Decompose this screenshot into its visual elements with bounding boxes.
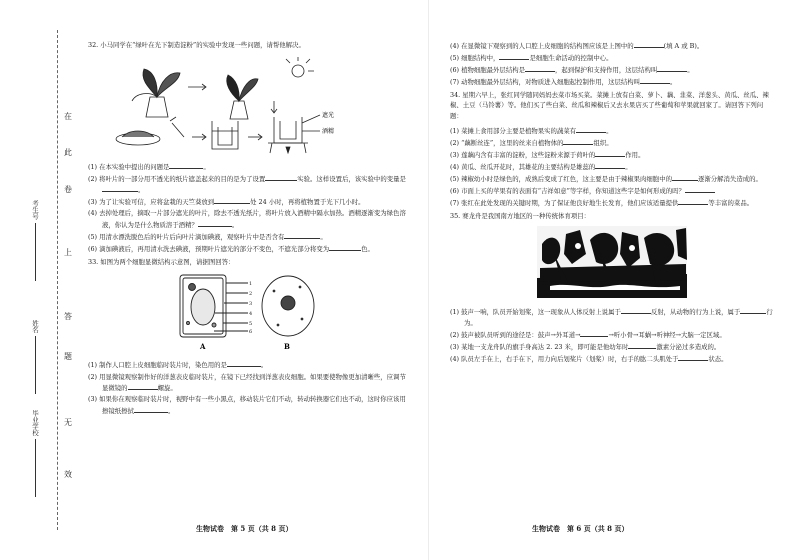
q34-item-3: (3) 莲藕内含有丰富的淀粉，这些淀粉来源于荷叶的 作用。 [450,150,645,159]
cell-a-label: A [200,342,206,352]
q32-item-1: (1) 在本实验中提出的问题是 。 [88,162,210,171]
seal-char: 上 [64,248,72,257]
cell-b-label: B [284,342,290,352]
q35-item-1: (1) 鼓声一响，队员开始划桨，这一现象从人体反射上说属于 反射，从动物的行为上说，属于 行为。 [450,308,773,327]
page-5-column [88,40,408,417]
answer-blank[interactable] [740,306,766,314]
q34-item-1: (1) 菜摊上食用部分主要是植物果实的蔬菜有 。 [450,126,613,135]
q33-item-6: (6) 植物细胞最外层结构是 ，起到保护和支持作用，这层结构叫 。 [450,66,694,75]
answer-blank[interactable] [169,161,203,169]
answer-blank[interactable] [128,382,158,390]
q34-item-4: (4) 黄瓜、丝瓜开花时，其雄花的主要结构是雄蕊的 。 [450,162,632,171]
answer-blank[interactable] [678,353,708,361]
page-divider [428,0,429,560]
dragon-boat-photo [450,224,775,300]
name-line [35,336,36,394]
q34-item-2: (2) “藕断丝连”，这里的丝来自植物体的 组织。 [450,138,613,147]
q33-item-1: (1) 制作人口腔上皮细胞临时装片时，染色用的是 。 [88,361,268,370]
callout-number: 6 [249,329,253,336]
answer-blank[interactable] [595,161,625,169]
cell-structure-figure [88,273,408,353]
page-6-footer: 生物试卷 第 6 页（共 8 页） [532,524,629,533]
examinee-number-label: 考生号 [31,200,39,220]
q32-item-2: (2) 将叶片的一部分用不透光的纸片遮盖起来的目的是为了设置 实验。这样设置后，该实验中的变量是。 [88,174,406,195]
answer-blank[interactable] [284,231,320,239]
q32-item-3: (3) 为了让实验可信，应将盆栽的天竺葵放到 处 24 小时，再将植物置于光下几小时。 [88,198,365,207]
answer-blank[interactable] [595,149,625,157]
answer-blank[interactable] [685,185,715,193]
name-label: 姓名 [31,320,39,333]
answer-blank[interactable] [214,196,250,204]
seal-char: 在 [64,112,72,121]
examinee-number-field[interactable] [24,200,40,281]
answer-blank[interactable] [265,173,297,181]
answer-blank[interactable] [102,184,138,192]
q33-item-3: (3) 如果你在观察临时装片时，视野中有一些小黑点，移动装片它们不动，转动转换器它们也不动，这时你应该用擦镜纸擦拭 。 [88,395,406,415]
starch-experiment-figure [88,57,408,155]
answer-blank[interactable] [576,125,606,133]
answer-blank[interactable] [678,197,708,205]
seal-char: 无 [64,418,72,427]
answer-blank[interactable] [525,64,555,72]
q35-item-4: (4) 队员左手在上，右手在下，用力向后划桨片（划桨）时，右手的肱二头肌处于 状态。 [450,355,728,364]
label-shading: 遮光 [322,111,335,119]
question-32-title: 32. 小马同学在“绿叶在光下制造淀粉”的实验中发现一些问题，请帮他解决。 [88,41,305,49]
school-line [35,439,36,497]
answer-blank[interactable] [227,359,261,367]
answer-blank[interactable] [198,219,232,227]
callout-number: 2 [249,291,253,298]
q35-item-3: (3) 某地一支龙舟队的旗手身高达 2. 23 米，即可能是他幼年时 激素分泌过多造成的。 [450,343,721,352]
q33-item-7: (7) 动物细胞最外层结构，对物质进入细胞起控制作用，这层结构叫 。 [450,78,677,87]
answer-blank[interactable] [672,173,698,181]
callout-number: 5 [249,321,253,328]
name-field[interactable] [24,320,40,394]
seal-char: 效 [64,470,72,479]
q33-item-4: (4) 在显微镜下观察到的人口腔上皮细胞的结构图应该是上图中的 (填 A 或 B)。 [450,42,704,50]
page-6-column [450,40,775,365]
answer-blank[interactable] [580,329,608,337]
binding-margin [0,0,62,560]
binding-line [57,30,58,530]
answer-blank[interactable] [657,64,687,72]
callout-number: 3 [249,301,253,308]
answer-blank[interactable] [499,52,529,60]
answer-blank[interactable] [563,137,593,145]
question-35-title: 35. 赛龙舟是我国南方地区的一种传统体育项目： [450,211,591,220]
q33-item-2: (2) 用显微镜观察制作好的洋葱表皮临时装片，在镜下已经找到洋葱表皮细胞。如果要使物像更加清晰些，应调节显微镜的 螺旋。 [88,372,406,393]
label-alcohol: 酒精 [322,127,335,135]
school-field[interactable] [24,410,40,497]
answer-blank[interactable] [640,76,670,84]
q35-item-2: (2) 鼓声被队员听到的途径是：鼓声→外耳道→ →听小骨→耳蜗→听神经→大脑一定区域。 [450,331,726,340]
answer-blank[interactable] [621,306,651,314]
callout-number: 4 [249,311,253,318]
q34-item-7: (7) 张红在此处发现的关键时期，为了保证他良好地生长发育，他们应该适量提供 等丰富的菜品。 [450,199,754,208]
page-5-footer: 生物试卷 第 5 页（共 8 页） [196,524,293,533]
starch-experiment-diagram [88,57,408,155]
answer-blank[interactable] [628,341,656,349]
q32-item-5: (5) 用清水漂洗脱色后的叶片后向叶片滴加碘液，观察叶片中是否含有 。 [88,233,327,242]
q32-item-4: (4) 去掉处理后，摘取一片部分遮光的叶片，除去不透光纸片，将叶片放入酒精中隔水加热。酒精逐渐变为绿色溶液，你认为是什么物质溶于酒精？ 。 [88,209,406,230]
cell-diagram [88,273,408,353]
dragon-boat-photo-figure [450,224,775,300]
answer-blank[interactable] [329,243,361,251]
q33-item-5: (5) 细胞结构中， 是细胞生命活动的控制中心。 [450,54,613,63]
q34-item-5: (5) 辣椒幼小时是绿色的，成熟后变成了红色，这主要是由于辣椒果肉细胞中的 逐渐分解消失造成的。 [450,175,762,184]
seal-char: 此 [64,148,72,157]
answer-blank[interactable] [134,405,168,413]
q32-item-6: (6) 滴加碘液后，再用清水洗去碘液，预期叶片遮光的部分不变色，不遮光部分将变为 色。 [88,245,374,254]
seal-char: 答 [64,312,72,321]
examinee-number-line [35,223,36,281]
question-33-title: 33. 如图为两个细胞显微结构示意图，请据图回答： [88,257,235,266]
callout-number: 1 [249,281,253,288]
question-34-title: 34. 星期六早上，张红同学随同妈妈去菜市场买菜。菜摊上放有白菜、萝卜、藕、韭菜、洋葱头、黄瓜、丝瓜、辣椒、土豆（马铃薯）等。他们买了些白菜、丝瓜和辣椒后又去水果店买了些葡萄和苹果就回家了。请回答下列问题： [450,90,769,121]
school-label: 毕业学校 [31,410,39,436]
q34-item-6: (6) 市面上买的苹果有的表面有“吉祥如意”等字样，你知道这些字是如何形成的吗？ [450,185,775,197]
seal-char: 题 [64,352,72,361]
answer-blank[interactable] [634,40,664,48]
seal-char: 卷 [64,185,72,194]
